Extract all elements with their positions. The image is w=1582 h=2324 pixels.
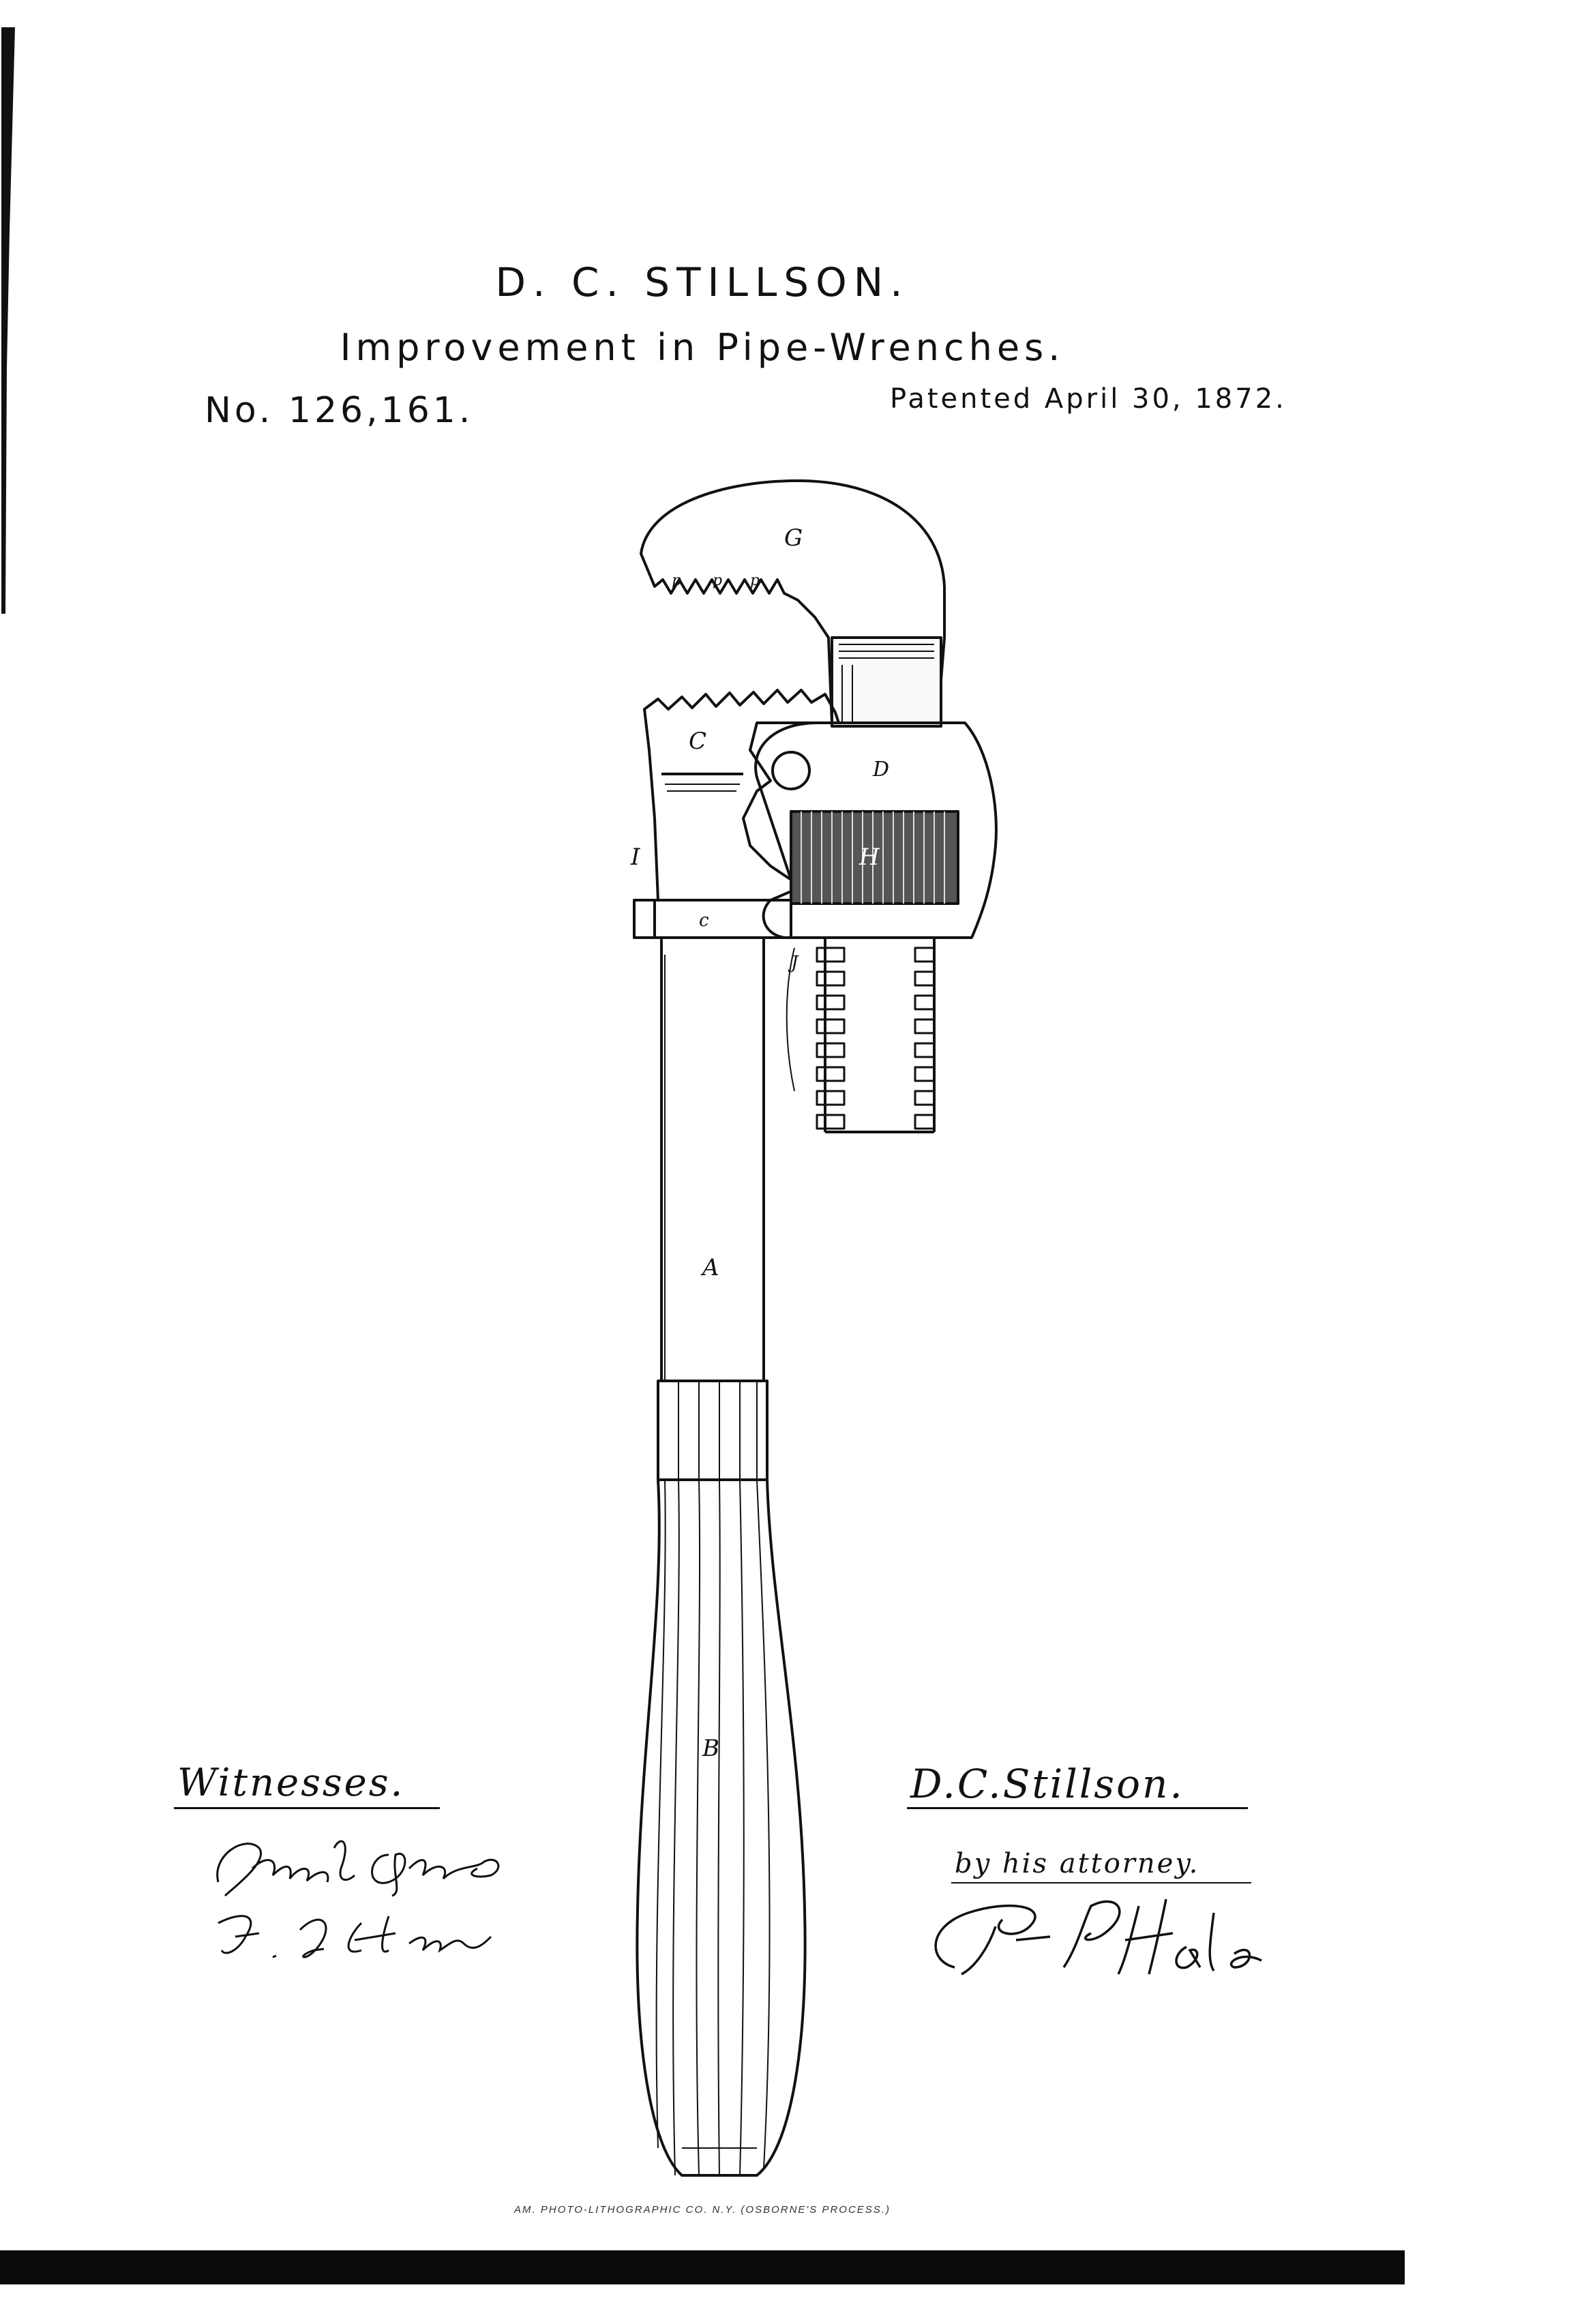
patent-title: Improvement in Pipe-Wrenches. (340, 326, 1065, 369)
label-h: H (859, 844, 880, 871)
label-p-1: p (672, 572, 682, 589)
witnesses-label: Witnesses. (177, 1761, 405, 1805)
label-c-collar: c (699, 910, 709, 931)
printer-credit: AM. PHOTO-LITHOGRAPHIC CO. N.Y. (OSBORNE'S PROCESS.) (514, 2204, 891, 2216)
inventor-signature-underline (907, 1807, 1248, 1809)
witness-1-signature (205, 1828, 518, 1903)
label-g: G (784, 524, 803, 552)
attorney-label: by his attorney. (955, 1848, 1200, 1879)
patent-number: No. 126,161. (205, 390, 474, 431)
label-p-3: p (750, 572, 760, 589)
label-p-2: p (713, 572, 723, 589)
wrench-bar (661, 938, 764, 1381)
inventor-signature: D.C.Stillson. (910, 1761, 1184, 1807)
label-b: B (702, 1735, 719, 1762)
attorney-label-underline (951, 1882, 1251, 1883)
label-a: A (702, 1254, 719, 1281)
threaded-shank (787, 938, 934, 1132)
inventor-name: D. C. STILLSON. (495, 259, 910, 306)
label-c-jaw: C (689, 728, 707, 755)
attorney-signature (914, 1886, 1268, 1988)
witnesses-underline (174, 1807, 440, 1809)
witness-2-signature (205, 1896, 505, 1971)
wrench-handle (637, 1381, 805, 2175)
patent-date: Patented April 30, 1872. (890, 383, 1287, 415)
label-j: J (791, 953, 799, 973)
label-i: I (631, 844, 640, 871)
label-d: D (873, 758, 890, 781)
scan-border-bottom (0, 2250, 1405, 2284)
pivot-pin (773, 752, 809, 789)
